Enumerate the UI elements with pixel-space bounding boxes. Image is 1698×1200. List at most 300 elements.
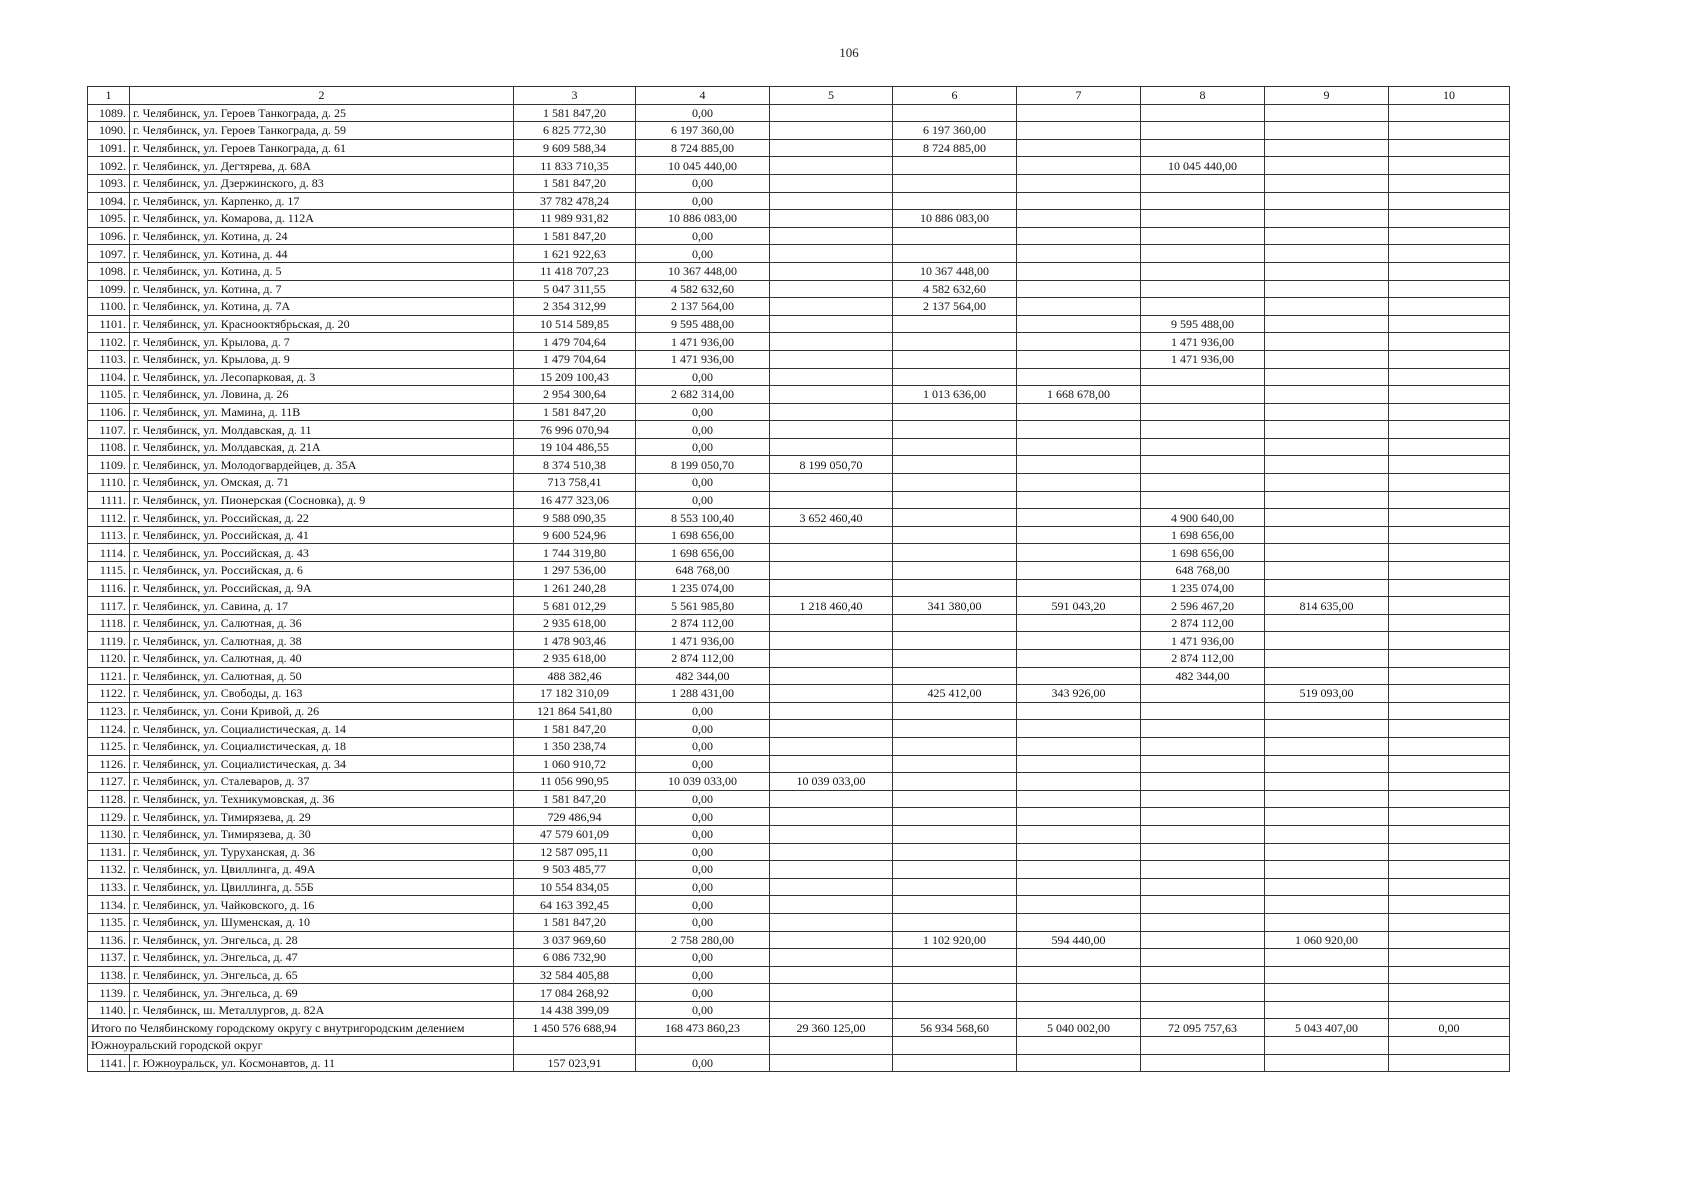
row-number-cell: 1102.	[88, 333, 130, 351]
amount-cell	[1017, 1001, 1141, 1019]
table-row	[88, 333, 1510, 351]
row-number-cell: 1091.	[88, 139, 130, 157]
address-cell: г. Челябинск, ул. Салютная, д. 36	[130, 614, 514, 632]
amount-cell	[770, 104, 893, 122]
amount-cell: 0,00	[636, 861, 770, 879]
amount-cell	[1389, 913, 1510, 931]
section-amount-cell	[1265, 1037, 1389, 1055]
amount-cell: 8 199 050,70	[770, 456, 893, 474]
amount-cell	[1389, 192, 1510, 210]
amount-cell	[1265, 966, 1389, 984]
row-number-cell: 1093.	[88, 174, 130, 192]
amount-cell	[770, 491, 893, 509]
amount-cell	[1017, 298, 1141, 316]
amount-cell	[770, 650, 893, 668]
amount-cell	[1389, 122, 1510, 140]
table-row	[88, 984, 1510, 1002]
row-number-cell: 1133.	[88, 878, 130, 896]
amount-cell: 1 668 678,00	[1017, 386, 1141, 404]
amount-cell	[770, 262, 893, 280]
amount-cell: 11 833 710,35	[514, 157, 636, 175]
amount-cell: 16 477 323,06	[514, 491, 636, 509]
row-number-cell: 1092.	[88, 157, 130, 175]
address-cell: г. Челябинск, ул. Котина, д. 5	[130, 262, 514, 280]
amount-cell	[770, 878, 893, 896]
amount-cell	[893, 245, 1017, 263]
amount-cell: 1 060 910,72	[514, 755, 636, 773]
amount-cell: 10 886 083,00	[893, 210, 1017, 228]
amount-cell: 1 218 460,40	[770, 597, 893, 615]
table-row	[88, 562, 1510, 580]
table-row	[88, 298, 1510, 316]
amount-cell	[1265, 614, 1389, 632]
amount-cell	[1017, 579, 1141, 597]
amount-cell	[893, 949, 1017, 967]
address-cell: г. Челябинск, ул. Социалистическая, д. 18	[130, 737, 514, 755]
amount-cell: 519 093,00	[1265, 685, 1389, 703]
amount-cell	[1389, 157, 1510, 175]
address-cell: г. Челябинск, ул. Мамина, д. 11В	[130, 403, 514, 421]
amount-cell	[1141, 773, 1265, 791]
total-amount-cell: 29 360 125,00	[770, 1019, 893, 1037]
table-row	[88, 262, 1510, 280]
amount-cell	[1265, 825, 1389, 843]
amount-cell: 0,00	[636, 702, 770, 720]
amount-cell: 2 137 564,00	[636, 298, 770, 316]
amount-cell	[893, 544, 1017, 562]
header-cell: 10	[1389, 87, 1510, 105]
amount-cell: 1 698 656,00	[1141, 544, 1265, 562]
amount-cell	[1265, 773, 1389, 791]
amount-cell	[1017, 562, 1141, 580]
amount-cell	[1265, 298, 1389, 316]
table-row	[88, 122, 1510, 140]
amount-cell	[893, 174, 1017, 192]
amount-cell: 814 635,00	[1265, 597, 1389, 615]
amount-cell: 8 199 050,70	[636, 456, 770, 474]
amount-cell: 1 288 431,00	[636, 685, 770, 703]
amount-cell	[893, 562, 1017, 580]
amount-cell: 1 581 847,20	[514, 403, 636, 421]
amount-cell	[1389, 614, 1510, 632]
amount-cell	[1265, 368, 1389, 386]
amount-cell: 0,00	[636, 368, 770, 386]
row-number-cell: 1116.	[88, 579, 130, 597]
address-cell: г. Челябинск, ул. Сони Кривой, д. 26	[130, 702, 514, 720]
table-row	[88, 913, 1510, 931]
amount-cell	[770, 562, 893, 580]
amount-cell: 1 261 240,28	[514, 579, 636, 597]
amount-cell: 1 471 936,00	[1141, 350, 1265, 368]
section-amount-cell	[514, 1037, 636, 1055]
amount-cell	[893, 737, 1017, 755]
address-cell: г. Челябинск, ул. Котина, д. 7А	[130, 298, 514, 316]
amount-cell	[893, 509, 1017, 527]
row-number-cell: 1090.	[88, 122, 130, 140]
amount-cell: 1 698 656,00	[1141, 526, 1265, 544]
amount-cell	[1265, 650, 1389, 668]
amount-cell	[1265, 720, 1389, 738]
amount-cell	[1389, 315, 1510, 333]
amount-cell: 10 367 448,00	[636, 262, 770, 280]
table-row	[88, 737, 1510, 755]
row-number-cell: 1111.	[88, 491, 130, 509]
table-row	[88, 720, 1510, 738]
amount-cell	[1389, 544, 1510, 562]
amount-cell: 8 374 510,38	[514, 456, 636, 474]
amount-cell	[1141, 685, 1265, 703]
address-cell: г. Челябинск, ул. Котина, д. 7	[130, 280, 514, 298]
row-number-cell: 1138.	[88, 966, 130, 984]
address-cell: г. Челябинск, ул. Пионерская (Сосновка), д. 9	[130, 491, 514, 509]
address-cell: г. Челябинск, ул. Российская, д. 6	[130, 562, 514, 580]
header-cell: 2	[130, 87, 514, 105]
amount-cell	[770, 913, 893, 931]
amount-cell: 1 478 903,46	[514, 632, 636, 650]
amount-cell	[770, 667, 893, 685]
amount-cell	[1389, 896, 1510, 914]
amount-cell: 1 102 920,00	[893, 931, 1017, 949]
table-row	[88, 685, 1510, 703]
amount-cell	[1265, 896, 1389, 914]
amount-cell: 9 595 488,00	[1141, 315, 1265, 333]
amount-cell	[1017, 474, 1141, 492]
amount-cell: 1 235 074,00	[636, 579, 770, 597]
amount-cell: 8 553 100,40	[636, 509, 770, 527]
amount-cell: 0,00	[636, 192, 770, 210]
amount-cell: 1 581 847,20	[514, 790, 636, 808]
amount-cell: 591 043,20	[1017, 597, 1141, 615]
amount-cell	[1017, 949, 1141, 967]
row-number-cell: 1117.	[88, 597, 130, 615]
table-row	[88, 491, 1510, 509]
amount-cell	[1141, 931, 1265, 949]
amount-cell	[1141, 896, 1265, 914]
amount-cell	[770, 403, 893, 421]
amount-cell	[1265, 737, 1389, 755]
amount-cell: 10 514 589,85	[514, 315, 636, 333]
amount-cell	[770, 245, 893, 263]
amount-cell: 3 037 969,60	[514, 931, 636, 949]
address-cell: г. Челябинск, ул. Энгельса, д. 69	[130, 984, 514, 1002]
amount-cell	[1141, 139, 1265, 157]
amount-cell	[1265, 667, 1389, 685]
amount-cell: 2 137 564,00	[893, 298, 1017, 316]
amount-cell	[1017, 861, 1141, 879]
total-label-cell: Итого по Челябинскому городскому округу с внутригородским делением	[88, 1019, 514, 1037]
amount-cell	[893, 984, 1017, 1002]
address-cell: г. Челябинск, ул. Карпенко, д. 17	[130, 192, 514, 210]
amount-cell: 0,00	[636, 474, 770, 492]
table-row	[88, 315, 1510, 333]
amount-cell	[1389, 245, 1510, 263]
amount-cell	[893, 403, 1017, 421]
amount-cell	[1017, 157, 1141, 175]
table-row	[88, 755, 1510, 773]
amount-cell: 2 354 312,99	[514, 298, 636, 316]
amount-cell	[770, 315, 893, 333]
total-amount-cell: 56 934 568,60	[893, 1019, 1017, 1037]
amount-cell: 2 874 112,00	[636, 614, 770, 632]
amount-cell: 425 412,00	[893, 685, 1017, 703]
amount-cell	[770, 350, 893, 368]
row-number-cell: 1107.	[88, 421, 130, 439]
address-cell: г. Челябинск, ул. Салютная, д. 40	[130, 650, 514, 668]
row-number-cell: 1135.	[88, 913, 130, 931]
amount-cell	[1389, 790, 1510, 808]
amount-cell: 10 554 834,05	[514, 878, 636, 896]
amount-cell: 1 698 656,00	[636, 544, 770, 562]
amount-cell: 0,00	[636, 104, 770, 122]
total-amount-cell: 5 043 407,00	[1265, 1019, 1389, 1037]
amount-cell	[1017, 614, 1141, 632]
total-amount-cell: 72 095 757,63	[1141, 1019, 1265, 1037]
address-cell: г. Челябинск, ул. Крылова, д. 9	[130, 350, 514, 368]
table-row	[88, 773, 1510, 791]
amount-cell	[1141, 949, 1265, 967]
row-number-cell: 1103.	[88, 350, 130, 368]
amount-cell	[1017, 702, 1141, 720]
amount-cell	[770, 438, 893, 456]
amount-cell	[1017, 491, 1141, 509]
amount-cell	[1265, 913, 1389, 931]
amount-cell	[1141, 790, 1265, 808]
table-row	[88, 843, 1510, 861]
total-amount-cell: 168 473 860,23	[636, 1019, 770, 1037]
amount-cell: 4 900 640,00	[1141, 509, 1265, 527]
table-row	[88, 579, 1510, 597]
table-row	[88, 280, 1510, 298]
amount-cell: 0,00	[636, 737, 770, 755]
row-number-cell: 1112.	[88, 509, 130, 527]
table-row	[88, 597, 1510, 615]
amount-cell	[1265, 104, 1389, 122]
amount-cell	[893, 1001, 1017, 1019]
address-cell: г. Челябинск, ул. Салютная, д. 38	[130, 632, 514, 650]
amount-cell	[770, 825, 893, 843]
amount-cell: 3 652 460,40	[770, 509, 893, 527]
row-number-cell: 1095.	[88, 210, 130, 228]
amount-cell: 0,00	[636, 949, 770, 967]
amount-cell	[1389, 597, 1510, 615]
amount-cell	[1265, 474, 1389, 492]
amount-cell	[770, 755, 893, 773]
row-number-cell: 1120.	[88, 650, 130, 668]
row-number-cell: 1140.	[88, 1001, 130, 1019]
address-cell: г. Челябинск, ул. Дегтярева, д. 68А	[130, 157, 514, 175]
row-number-cell: 1099.	[88, 280, 130, 298]
amount-cell: 0,00	[636, 174, 770, 192]
address-cell: г. Челябинск, ул. Цвиллинга, д. 55Б	[130, 878, 514, 896]
row-number-cell: 1101.	[88, 315, 130, 333]
address-cell: г. Челябинск, ул. Героев Танкограда, д. 25	[130, 104, 514, 122]
amount-cell: 0,00	[636, 896, 770, 914]
amount-cell	[770, 984, 893, 1002]
amount-cell: 1 698 656,00	[636, 526, 770, 544]
amount-cell: 5 681 012,29	[514, 597, 636, 615]
amount-cell	[1389, 262, 1510, 280]
amount-cell	[770, 174, 893, 192]
amount-cell	[1265, 245, 1389, 263]
amount-cell	[1141, 368, 1265, 386]
table-row	[88, 227, 1510, 245]
table-row	[88, 896, 1510, 914]
amount-cell	[1141, 280, 1265, 298]
amount-cell: 2 874 112,00	[1141, 614, 1265, 632]
row-number-cell: 1104.	[88, 368, 130, 386]
amount-cell	[1017, 544, 1141, 562]
table-row	[88, 614, 1510, 632]
amount-cell	[1141, 808, 1265, 826]
amount-cell: 0,00	[636, 438, 770, 456]
address-cell: г. Челябинск, ул. Салютная, д. 50	[130, 667, 514, 685]
amount-cell	[1017, 526, 1141, 544]
amount-cell	[1265, 632, 1389, 650]
amount-cell	[1141, 702, 1265, 720]
amount-cell: 9 588 090,35	[514, 509, 636, 527]
amount-cell	[1017, 843, 1141, 861]
section-row	[88, 1037, 1510, 1055]
amount-cell	[893, 702, 1017, 720]
header-cell: 4	[636, 87, 770, 105]
amount-cell: 37 782 478,24	[514, 192, 636, 210]
amount-cell	[893, 913, 1017, 931]
table-row	[88, 790, 1510, 808]
amount-cell	[1389, 280, 1510, 298]
amount-cell: 1 471 936,00	[636, 350, 770, 368]
address-cell: г. Челябинск, ул. Дзержинского, д. 83	[130, 174, 514, 192]
amount-cell	[1389, 174, 1510, 192]
amount-cell: 1 471 936,00	[1141, 632, 1265, 650]
amount-cell: 0,00	[636, 984, 770, 1002]
amount-cell: 1 350 238,74	[514, 737, 636, 755]
amount-cell: 0,00	[636, 808, 770, 826]
amount-cell: 47 579 601,09	[514, 825, 636, 843]
amount-cell	[770, 298, 893, 316]
amount-cell	[1389, 966, 1510, 984]
amount-cell	[893, 192, 1017, 210]
address-cell: г. Челябинск, ул. Героев Танкограда, д. 61	[130, 139, 514, 157]
page-number: 106	[839, 45, 859, 60]
amount-cell: 594 440,00	[1017, 931, 1141, 949]
amount-cell	[770, 931, 893, 949]
amount-cell	[1017, 315, 1141, 333]
row-number-cell: 1130.	[88, 825, 130, 843]
amount-cell	[1389, 1054, 1510, 1072]
amount-cell	[1265, 790, 1389, 808]
address-cell: г. Челябинск, ул. Шуменская, д. 10	[130, 913, 514, 931]
address-cell: г. Челябинск, ул. Сталеваров, д. 37	[130, 773, 514, 791]
row-number-cell: 1118.	[88, 614, 130, 632]
amount-cell	[893, 333, 1017, 351]
amount-cell	[1265, 438, 1389, 456]
address-cell: г. Челябинск, ул. Энгельса, д. 65	[130, 966, 514, 984]
address-cell: г. Челябинск, ул. Котина, д. 24	[130, 227, 514, 245]
address-cell: г. Челябинск, ул. Энгельса, д. 47	[130, 949, 514, 967]
address-cell: г. Челябинск, ул. Социалистическая, д. 34	[130, 755, 514, 773]
table-row	[88, 966, 1510, 984]
amount-cell	[1017, 192, 1141, 210]
header-cell: 1	[88, 87, 130, 105]
amount-cell	[1389, 421, 1510, 439]
amount-cell	[1017, 755, 1141, 773]
amount-cell	[1265, 350, 1389, 368]
row-number-cell: 1094.	[88, 192, 130, 210]
row-number-cell: 1105.	[88, 386, 130, 404]
amount-cell	[1141, 966, 1265, 984]
amount-cell	[770, 333, 893, 351]
amount-cell	[770, 579, 893, 597]
amount-cell: 64 163 392,45	[514, 896, 636, 914]
amount-cell	[1265, 333, 1389, 351]
amount-cell: 488 382,46	[514, 667, 636, 685]
amount-cell	[1389, 403, 1510, 421]
address-cell: г. Челябинск, ул. Российская, д. 9А	[130, 579, 514, 597]
amount-cell: 157 023,91	[514, 1054, 636, 1072]
row-number-cell: 1137.	[88, 949, 130, 967]
amount-cell: 1 581 847,20	[514, 104, 636, 122]
amount-cell	[1265, 174, 1389, 192]
amount-cell	[1389, 210, 1510, 228]
row-number-cell: 1100.	[88, 298, 130, 316]
amount-cell	[1141, 245, 1265, 263]
amount-cell: 0,00	[636, 421, 770, 439]
amount-cell	[893, 456, 1017, 474]
amount-cell	[1141, 737, 1265, 755]
row-number-cell: 1096.	[88, 227, 130, 245]
table-row	[88, 650, 1510, 668]
amount-cell	[893, 650, 1017, 668]
amount-cell: 6 086 732,90	[514, 949, 636, 967]
amount-cell	[770, 720, 893, 738]
amount-cell	[1265, 456, 1389, 474]
amount-cell	[1141, 861, 1265, 879]
table-row	[88, 174, 1510, 192]
amount-cell	[1265, 562, 1389, 580]
amount-cell	[893, 773, 1017, 791]
amount-cell: 1 621 922,63	[514, 245, 636, 263]
amount-cell: 648 768,00	[636, 562, 770, 580]
table-row	[88, 245, 1510, 263]
amount-cell	[1389, 1001, 1510, 1019]
amount-cell: 2 874 112,00	[636, 650, 770, 668]
amount-cell	[1389, 685, 1510, 703]
address-cell: г. Челябинск, ул. Крылова, д. 7	[130, 333, 514, 351]
amount-cell: 10 886 083,00	[636, 210, 770, 228]
row-number-cell: 1136.	[88, 931, 130, 949]
amount-cell: 1 471 936,00	[636, 632, 770, 650]
amount-cell: 4 582 632,60	[636, 280, 770, 298]
row-number-cell: 1123.	[88, 702, 130, 720]
section-amount-cell	[636, 1037, 770, 1055]
row-number-cell: 1141.	[88, 1054, 130, 1072]
amount-cell	[1017, 403, 1141, 421]
amount-cell	[1389, 720, 1510, 738]
amount-cell	[1389, 632, 1510, 650]
amount-cell	[893, 878, 1017, 896]
address-cell: г. Челябинск, ул. Ловина, д. 26	[130, 386, 514, 404]
amount-cell: 9 609 588,34	[514, 139, 636, 157]
amount-cell	[1265, 421, 1389, 439]
row-number-cell: 1129.	[88, 808, 130, 826]
amount-cell	[1265, 403, 1389, 421]
address-cell: г. Челябинск, ул. Социалистическая, д. 14	[130, 720, 514, 738]
address-cell: г. Челябинск, ул. Российская, д. 22	[130, 509, 514, 527]
amount-cell: 1 581 847,20	[514, 913, 636, 931]
amount-cell	[893, 966, 1017, 984]
amount-cell: 0,00	[636, 403, 770, 421]
amount-cell: 0,00	[636, 790, 770, 808]
